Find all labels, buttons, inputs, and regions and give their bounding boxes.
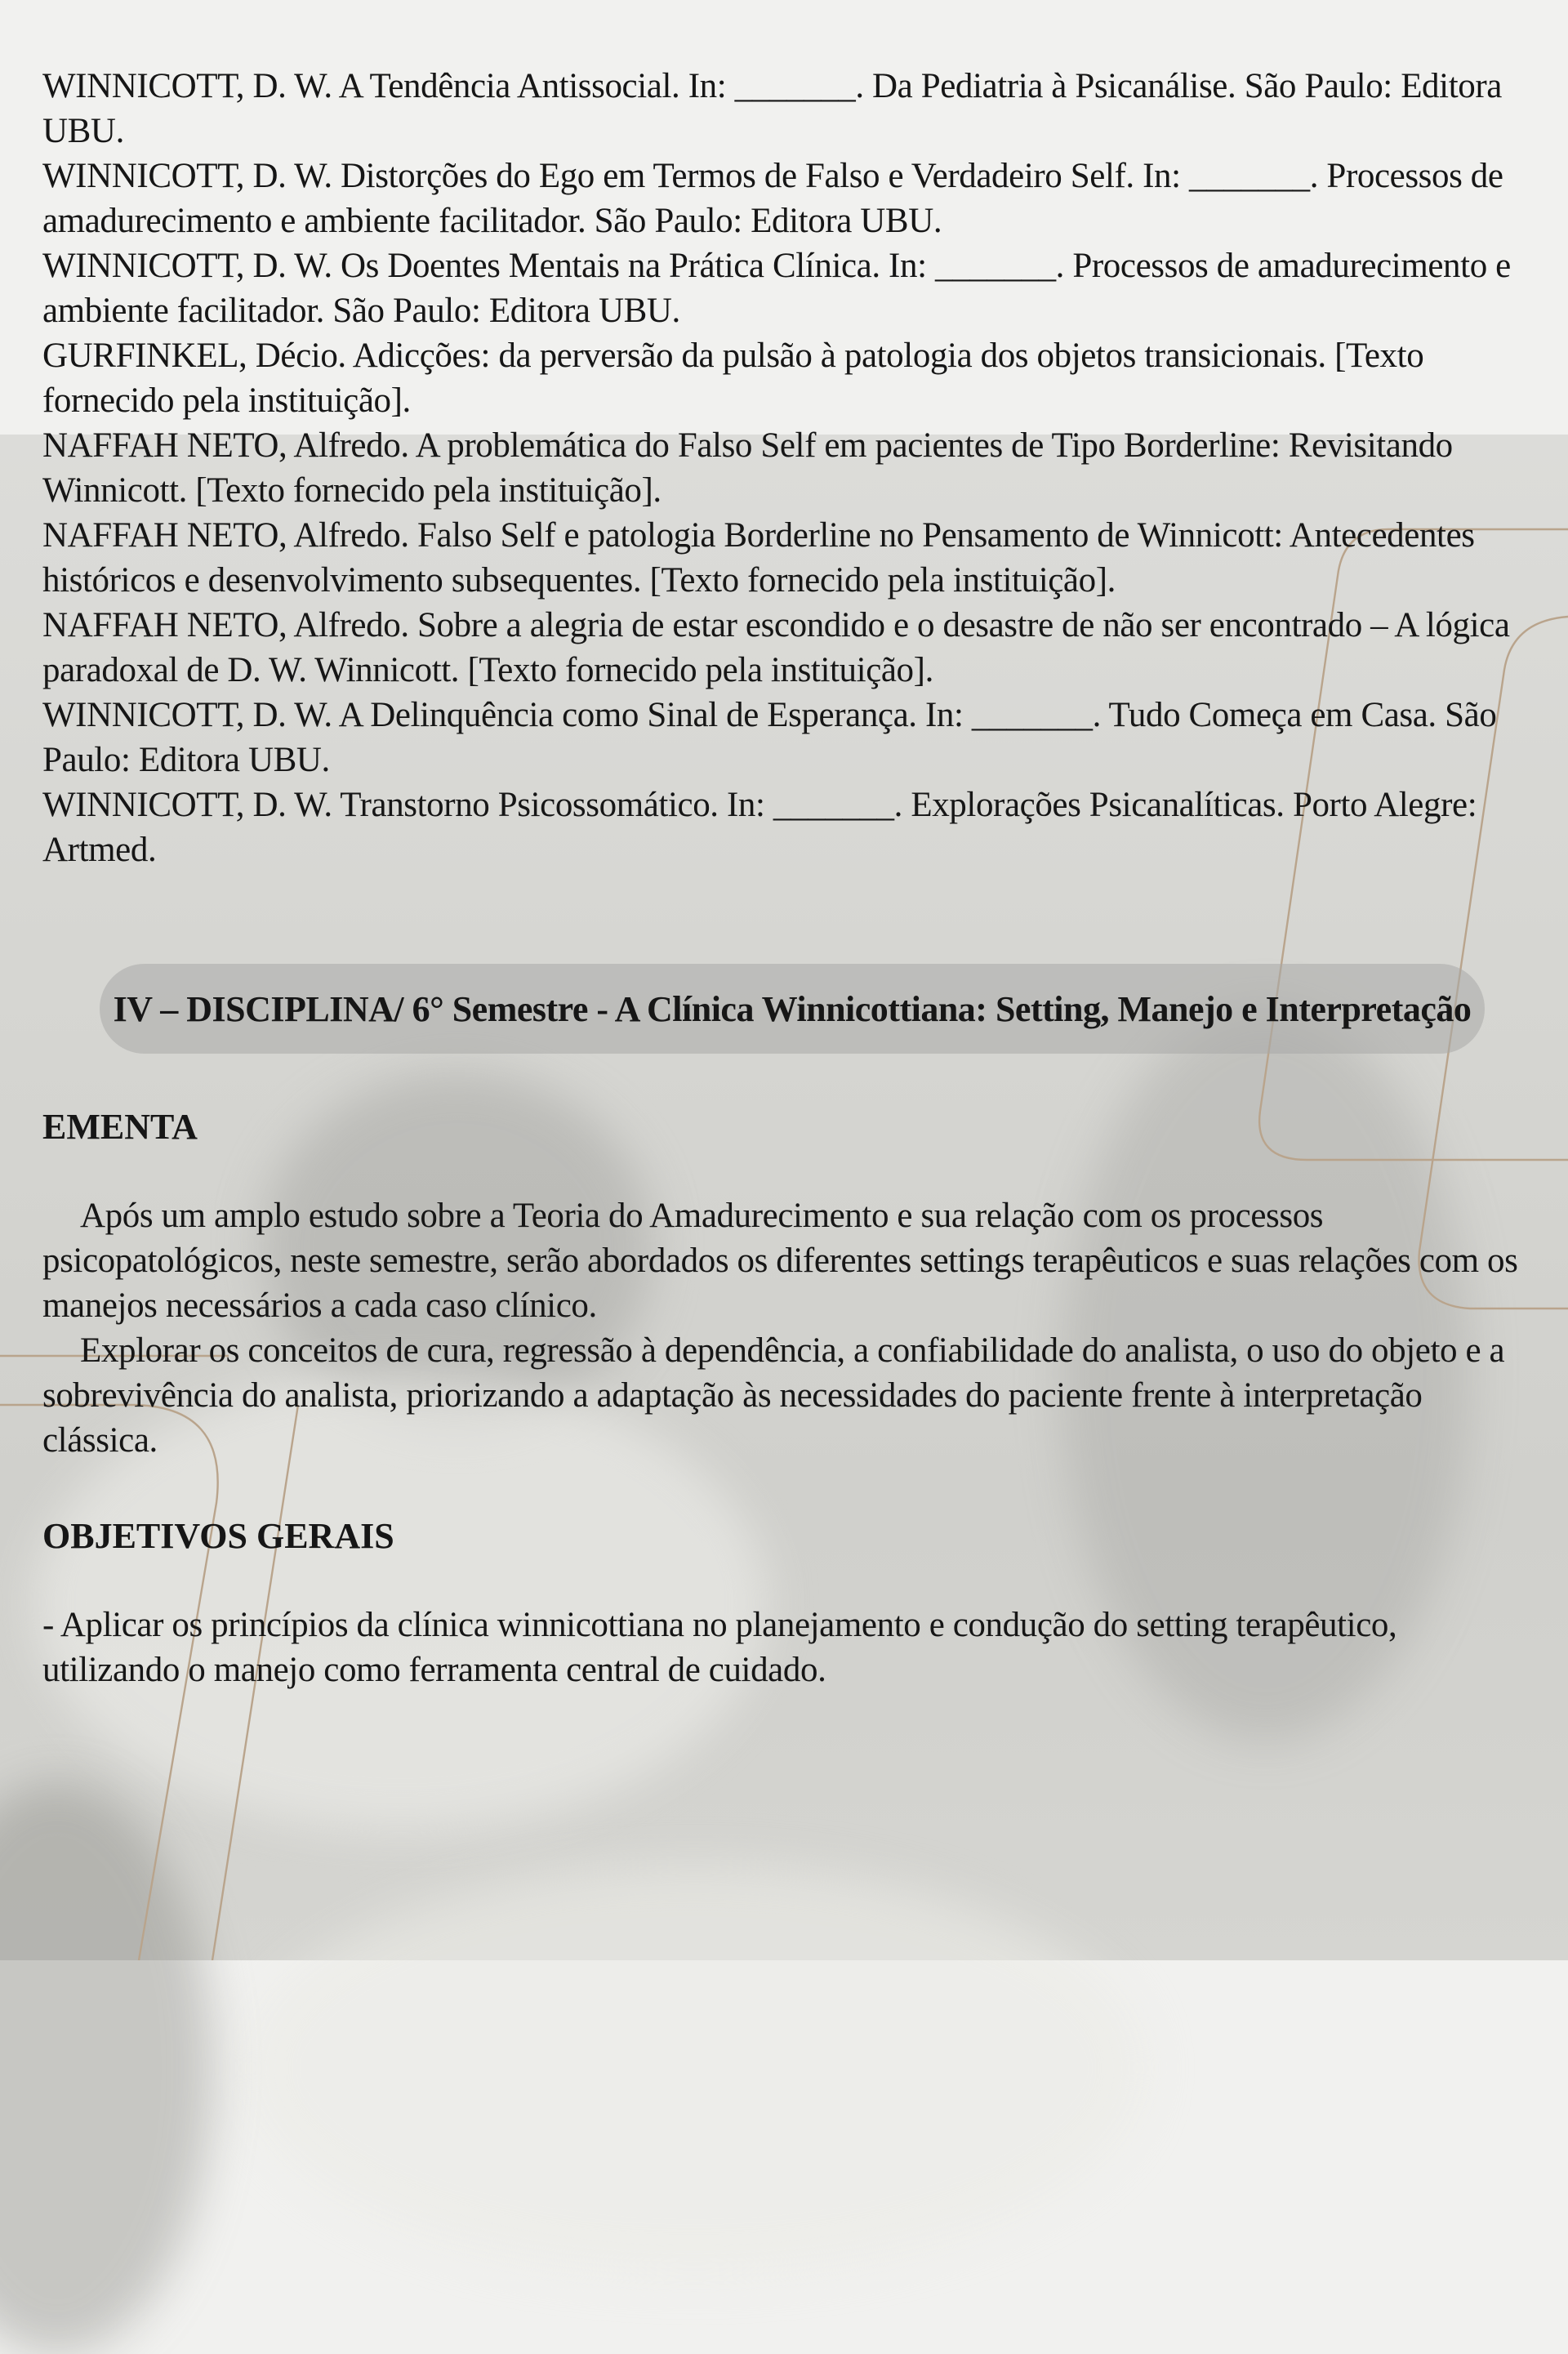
objetivo-item: - Aplicar os princípios da clínica winnicottiana no planejamento e condução do setting terapêutico, utilizando o manejo como ferramenta central de cuidado. (42, 1606, 1397, 1689)
document-body (42, 64, 1529, 1692)
reference-entry: NAFFAH NETO, Alfredo. Falso Self e patologia Borderline no Pensamento de Winnicott: Antecedentes históricos e desenvolvimento subsequentes. [Texto fornecido pela instituição]. (42, 516, 1475, 600)
reference-entry: WINNICOTT, D. W. A Tendência Antissocial. In: _______. Da Pediatria à Psicanálise. São Paulo: Editora UBU. (42, 67, 1502, 150)
section-title: IV – DISCIPLINA/ 6° Semestre - A Clínica Winnicottiana: Setting, Manejo e Interpretação (113, 988, 1472, 1029)
reference-entry: WINNICOTT, D. W. Os Doentes Mentais na Prática Clínica. In: _______. Processos de amadurecimento e ambiente facilitador. São Paulo: Editora UBU. (42, 247, 1511, 330)
background-figure-lower (245, 1864, 1143, 2272)
ementa-paragraph: Explorar os conceitos de cura, regressão à dependência, a confiabilidade do analista, o uso do objeto e a sobrevivência do analista, priorizando a adaptação às necessidades do paciente frente à interpretação clássica. (42, 1331, 1505, 1460)
reference-entry: GURFINKEL, Décio. Adicções: da perversão da pulsão à patologia dos objetos transicionais. [Texto fornecido pela instituição]. (42, 337, 1424, 420)
ementa-heading: EMENTA (42, 1107, 198, 1147)
reference-entry: WINNICOTT, D. W. Transtorno Psicossomático. In: _______. Explorações Psicanalíticas. Porto Alegre: Artmed. (42, 786, 1477, 869)
reference-entry: WINNICOTT, D. W. A Delinquência como Sinal de Esperança. In: _______. Tudo Começa em Casa. São Paulo: Editora UBU. (42, 696, 1497, 779)
objetivos-heading: OBJETIVOS GERAIS (42, 1516, 394, 1556)
section-title-pill (100, 964, 1485, 1054)
reference-entry: NAFFAH NETO, Alfredo. Sobre a alegria de estar escondido e o desastre de não ser encontrado – A lógica paradoxal de D. W. Winnicott. [Texto fornecido pela instituição]. (42, 606, 1510, 689)
ementa-paragraph: Após um amplo estudo sobre a Teoria do Amadurecimento e sua relação com os processos psicopatológicos, neste semestre, serão abordados os diferentes settings terapêuticos e suas relações com os manejos necessários a cada caso clínico. (42, 1197, 1518, 1325)
reference-entry: WINNICOTT, D. W. Distorções do Ego em Termos de Falso e Verdadeiro Self. In: _______. Processos de amadurecimento e ambiente facilitador. São Paulo: Editora UBU. (42, 157, 1503, 240)
reference-entry: NAFFAH NETO, Alfredo. A problemática do Falso Self em pacientes de Tipo Borderline: Revisitando Winnicott. [Texto fornecido pela instituição]. (42, 426, 1453, 510)
background-figure-shadow (0, 1782, 212, 2354)
